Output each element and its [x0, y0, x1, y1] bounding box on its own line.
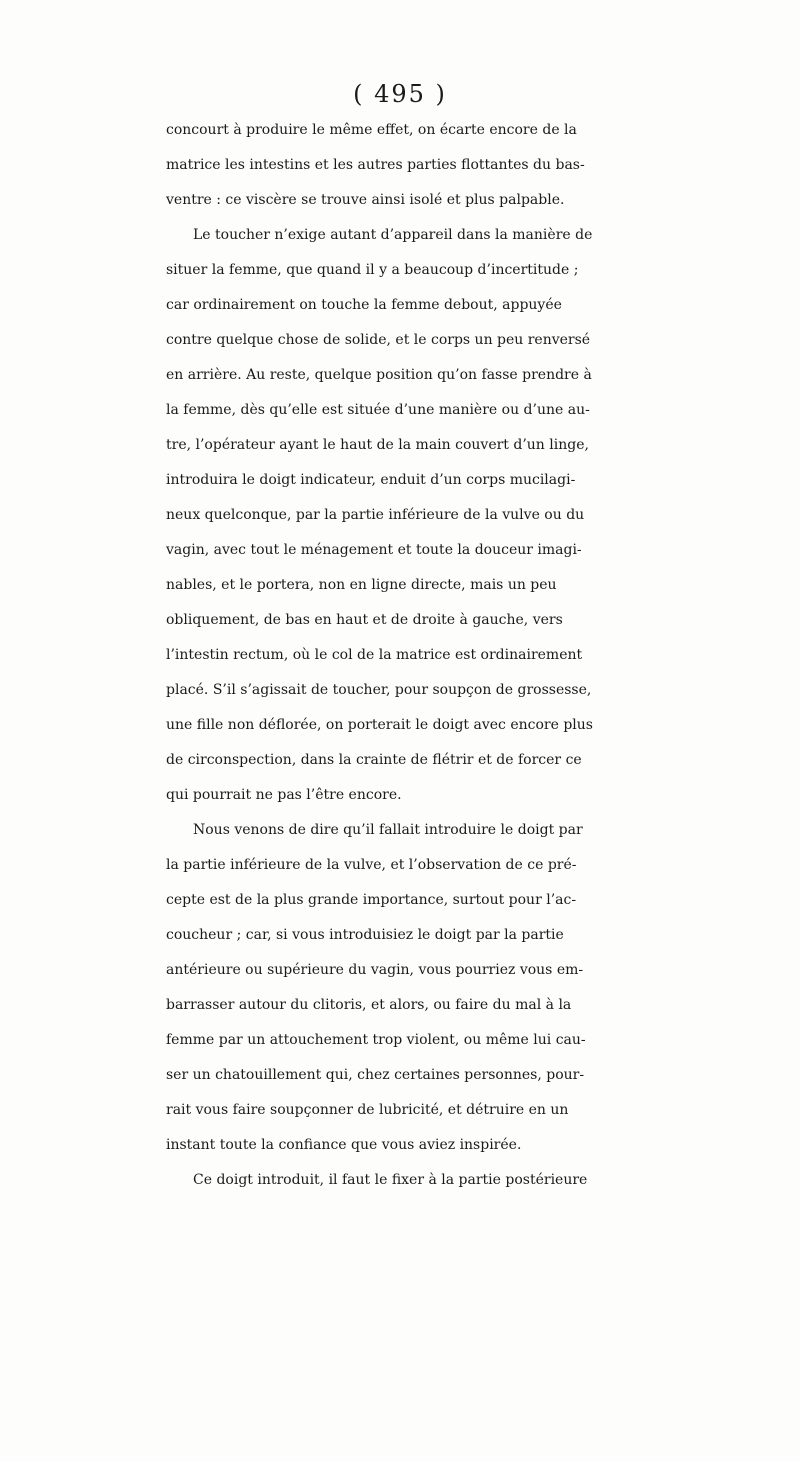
text-line: de circonspection, dans la crainte de flétrir et de forcer ce	[166, 752, 582, 768]
text-line: cepte est de la plus grande importance, surtout pour l’ac-	[166, 892, 577, 908]
text-line: ventre : ce viscère se trouve ainsi isolé et plus palpable.	[166, 192, 565, 208]
text-line: barrasser autour du clitoris, et alors, ou faire du mal à la	[166, 997, 572, 1013]
text-line: placé. S’il s’agissait de toucher, pour soupçon de grossesse,	[166, 682, 592, 698]
paragraph-start-line: Le toucher n’exige autant d’appareil dans la manière de	[193, 227, 593, 243]
text-line: la femme, dès qu’elle est située d’une manière ou d’une au-	[166, 402, 590, 418]
text-line: contre quelque chose de solide, et le corps un peu renversé	[166, 332, 591, 348]
text-line: matrice les intestins et les autres parties flottantes du bas-	[166, 157, 585, 173]
text-line: une fille non déflorée, on porterait le doigt avec encore plus	[166, 717, 593, 733]
paragraph-start-line: Ce doigt introduit, il faut le fixer à la partie postérieure	[193, 1172, 588, 1188]
text-line: car ordinairement on touche la femme debout, appuyée	[166, 297, 562, 313]
text-line: introduira le doigt indicateur, enduit d’un corps mucilagi-	[166, 472, 576, 488]
paragraph-start-line: Nous venons de dire qu’il fallait introduire le doigt par	[193, 822, 583, 838]
text-line: l’intestin rectum, où le col de la matrice est ordinairement	[166, 647, 583, 663]
text-line: femme par un attouchement trop violent, ou même lui cau-	[166, 1032, 586, 1048]
text-line: nables, et le portera, non en ligne directe, mais un peu	[166, 577, 557, 593]
text-line: coucheur ; car, si vous introduisiez le doigt par la partie	[166, 927, 564, 943]
text-line: rait vous faire soupçonner de lubricité, et détruire en un	[166, 1102, 569, 1118]
text-line: la partie inférieure de la vulve, et l’observation de ce pré-	[166, 857, 577, 873]
text-line: tre, l’opérateur ayant le haut de la main couvert d’un linge,	[166, 437, 589, 453]
text-line: situer la femme, que quand il y a beaucoup d’incertitude ;	[166, 262, 579, 278]
text-line: en arrière. Au reste, quelque position qu’on fasse prendre à	[166, 367, 592, 383]
text-line: qui pourrait ne pas l’être encore.	[166, 787, 402, 803]
page-number: ( 495 )	[353, 80, 447, 108]
text-line: ser un chatouillement qui, chez certaines personnes, pour-	[166, 1067, 585, 1083]
text-line: antérieure ou supérieure du vagin, vous pourriez vous em-	[166, 962, 584, 978]
text-line: vagin, avec tout le ménagement et toute la douceur imagi-	[166, 542, 582, 558]
text-line: neux quelconque, par la partie inférieure de la vulve ou du	[166, 507, 585, 523]
body-text	[166, 113, 800, 1198]
text-line: concourt à produire le même effet, on écarte encore de la	[166, 122, 577, 138]
text-line: obliquement, de bas en haut et de droite à gauche, vers	[166, 612, 563, 628]
text-line: instant toute la confiance que vous aviez inspirée.	[166, 1137, 522, 1153]
